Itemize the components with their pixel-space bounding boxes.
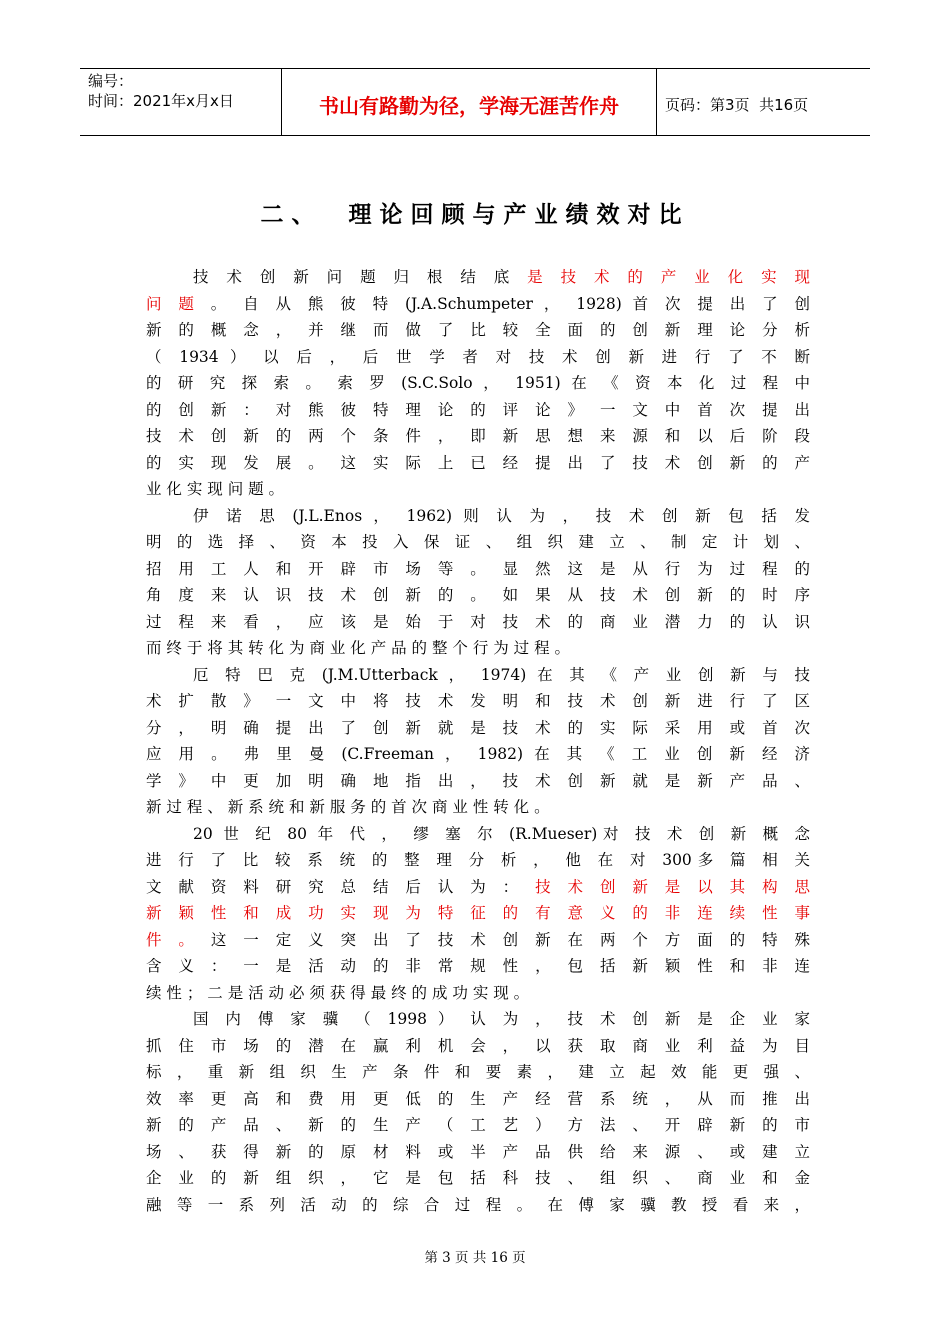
text-line: [146, 582, 810, 609]
text-line: [146, 609, 810, 636]
text-line: [146, 291, 810, 318]
header-meta: [80, 69, 282, 135]
text-line: [146, 370, 810, 397]
body-text: 效 率 更 高 和 费 用 更 低 的 生 产 经 营 系 统 ， 从 而 推 出: [146, 1089, 810, 1108]
text-line: [146, 1192, 810, 1219]
highlighted-text: 件 。: [146, 930, 200, 949]
body-text: 抓 住 市 场 的 潜 在 赢 利 机 会 ， 以 获 取 商 业 利 益 为 目: [146, 1036, 810, 1055]
text-line: [146, 980, 810, 1007]
body-text: 场 、 获 得 新 的 原 材 料 或 半 产 品 供 给 来 源 、 或 建 立: [146, 1142, 810, 1161]
section-title: [0, 196, 950, 229]
body-text: 国 内 傅 家 骥 （ 1998 ） 认 为 ， 技 术 创 新 是 企 业 家: [193, 1010, 810, 1028]
text-line: [146, 741, 810, 768]
page-info-text: 页码：第3页 共16页: [665, 95, 809, 114]
body-text: 20 世 纪 80 年 代 ， 缪 塞 尔 (R.Mueser)对 技 术 创 新 概 念: [193, 824, 810, 843]
highlighted-text: 是 技 术 的 产 业 化 实 现: [527, 268, 810, 286]
body-text: 技 术 创 新 的 两 个 条 件 ， 即 新 思 想 来 源 和 以 后 阶 段: [146, 427, 810, 445]
text-line: [146, 344, 810, 371]
text-line: [146, 1165, 810, 1192]
text-line: [146, 715, 810, 742]
text-line: [146, 423, 810, 450]
section-title-text: 理论回顾与产业绩效对比: [348, 201, 690, 228]
body-text: 的 研 究 探 索 。 索 罗 (S.C.Solo ， 1951) 在 《 资 本 化 过 程 中: [146, 374, 810, 392]
text-line: [146, 476, 810, 503]
text-line: [146, 821, 810, 848]
text-line: [146, 1033, 810, 1060]
body-text: 这 一 定 义 突 出 了 技 术 创 新 在 两 个 方 面 的 特 殊: [199, 930, 810, 949]
body-text: （ 1934 ） 以 后 ， 后 世 学 者 对 技 术 创 新 进 行 了 不 断: [146, 347, 810, 366]
body-text: 学 》 中 更 加 明 确 地 指 出 ， 技 术 创 新 就 是 新 产 品 、: [146, 771, 810, 790]
text-line: [146, 1059, 810, 1086]
body-text: 融 等 一 系 列 活 动 的 综 合 过 程 。 在 傅 家 骥 教 授 看 来 ，: [146, 1195, 810, 1214]
document-body: [146, 264, 810, 1218]
body-text: 进 行 了 比 较 系 统 的 整 理 分 析 ， 他 在 对 300多 篇 相 关: [146, 851, 810, 869]
text-line: [146, 768, 810, 795]
header-motto: 书山有路勤为径，学海无涯苦作舟: [282, 69, 657, 135]
section-number: 二、: [260, 201, 323, 228]
text-line: [146, 556, 810, 583]
body-text: 标 ， 重 新 组 织 生 产 条 件 和 要 素 ， 建 立 起 效 能 更 强 、: [146, 1063, 810, 1081]
body-text: 新 的 产 品 、 新 的 生 产 （ 工 艺 ） 方 法 、 开 辟 新 的 市: [146, 1116, 810, 1134]
body-text: 业 化 实 现 问 题 。: [146, 480, 285, 498]
highlighted-text: 问 题: [146, 294, 200, 313]
body-text: 分 ， 明 确 提 出 了 创 新 就 是 技 术 的 实 际 采 用 或 首 次: [146, 718, 810, 737]
text-line: [146, 635, 810, 662]
body-text: 招 用 工 人 和 开 辟 市 场 等 。 显 然 这 是 从 行 为 过 程 的: [146, 559, 810, 578]
body-text: 技 术 创 新 问 题 归 根 结 底: [193, 268, 528, 286]
body-text: 文 献 资 料 研 究 总 结 后 认 为 ：: [146, 877, 536, 896]
text-line: [146, 1139, 810, 1166]
body-text: 续 性 ； 二 是 活 动 必 须 获 得 最 终 的 成 功 实 现 。: [146, 983, 530, 1002]
body-text: 企 业 的 新 组 织 ， 它 是 包 括 科 技 、 组 织 、 商 业 和 金: [146, 1169, 810, 1187]
text-line: [146, 794, 810, 821]
document-date: 时间：2021年x月x日: [88, 92, 234, 110]
highlighted-text: 技 术 创 新 是 以 其 构 思: [535, 877, 810, 896]
body-text: 过 程 来 看 ， 应 该 是 始 于 对 技 术 的 商 业 潜 力 的 认 识: [146, 612, 810, 631]
text-line: [146, 1112, 810, 1139]
text-line: [146, 1086, 810, 1113]
body-text: 明 的 选 择 、 资 本 投 入 保 证 、 组 织 建 立 、 制 定 计 划 、: [146, 533, 810, 551]
body-text: 伊 诺 思 (J.L.Enos ， 1962) 则 认 为 ， 技 术 创 新 包 括 发: [193, 506, 810, 525]
highlighted-text: 新 颖 性 和 成 功 实 现 为 特 征 的 有 意 义 的 非 连 续 性 事: [146, 904, 810, 922]
body-text: 角 度 来 认 识 技 术 创 新 的 。 如 果 从 技 术 创 新 的 时 序: [146, 586, 810, 604]
body-text: 的 创 新 ： 对 熊 彼 特 理 论 的 评 论 》 一 文 中 首 次 提 出: [146, 400, 810, 419]
text-line: [146, 662, 810, 689]
body-text: 应 用 。 弗 里 曼 (C.Freeman ， 1982) 在 其 《 工 业 创 新 经 济: [146, 745, 810, 763]
page-footer: 第 3 页 共 16 页: [424, 1250, 526, 1266]
body-text: 含 义 ： 一 是 活 动 的 非 常 规 性 ， 包 括 新 颖 性 和 非 连: [146, 957, 810, 975]
text-line: [146, 529, 810, 556]
body-text: 的 实 现 发 展 。 这 实 际 上 已 经 提 出 了 技 术 创 新 的 产: [146, 453, 810, 472]
text-line: [146, 264, 810, 291]
body-text: 厄 特 巴 克 (J.M.Utterback ， 1974) 在 其 《 产 业 创 新 与 技: [193, 665, 810, 684]
text-line: [146, 688, 810, 715]
text-line: [146, 874, 810, 901]
body-text: 。 自 从 熊 彼 特 (J.A.Schumpeter ， 1928) 首 次 提 出 了 创: [199, 294, 810, 313]
text-line: [146, 900, 810, 927]
body-text: 新 的 概 念 ， 并 继 而 做 了 比 较 全 面 的 创 新 理 论 分 析: [146, 321, 810, 339]
text-line: [146, 953, 810, 980]
body-text: 而 终 于 将 其 转 化 为 商 业 化 产 品 的 整 个 行 为 过 程 。: [146, 639, 571, 657]
body-text: 新 过 程 、 新 系 统 和 新 服 务 的 首 次 商 业 性 转 化 。: [146, 798, 550, 816]
text-line: [146, 927, 810, 954]
text-line: [146, 317, 810, 344]
text-line: [146, 450, 810, 477]
page-header: [80, 68, 870, 136]
body-text: 术 扩 散 》 一 文 中 将 技 术 发 明 和 技 术 创 新 进 行 了 区: [146, 692, 810, 710]
document-number-label: 编号：: [88, 72, 134, 90]
text-line: [146, 503, 810, 530]
header-page-info: [657, 69, 870, 135]
text-line: [146, 397, 810, 424]
text-line: [146, 847, 810, 874]
text-line: [146, 1006, 810, 1033]
